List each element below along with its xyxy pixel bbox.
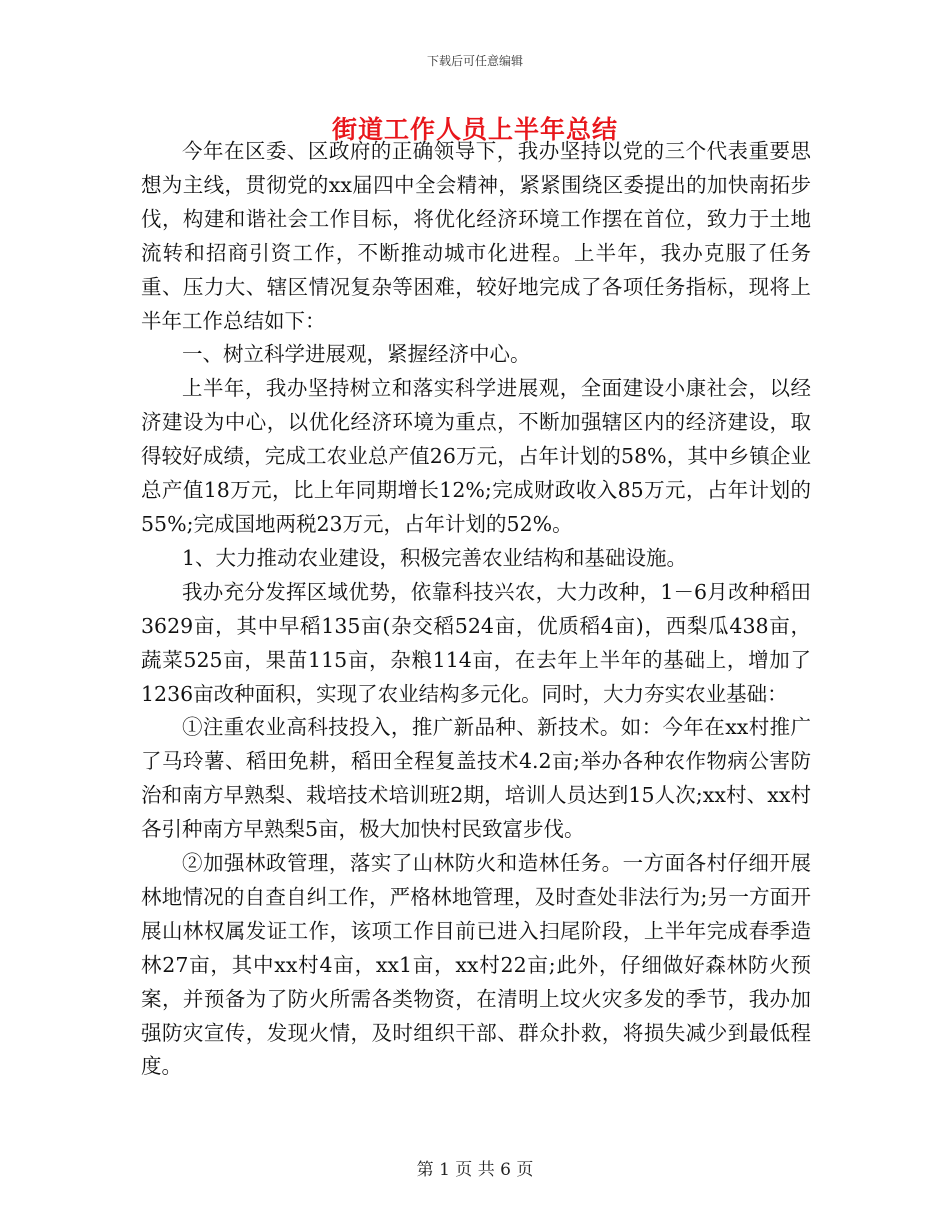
- header-note: 下载后可任意编辑: [426, 54, 523, 68]
- section-heading-1: 一、树立科学进展观，紧握经济中心。: [182, 342, 531, 367]
- subsection-heading-1: 1、大力推动农业建设，积极完善农业结构和基础设施。: [182, 545, 688, 570]
- document-title: 街道工作人员上半年总结: [331, 115, 618, 144]
- paragraph-agriculture: 我办充分发挥区域优势，依靠科技兴农，大力改种，1－6月改种稻田3629亩，其中早稻135亩(杂交稻524亩，优质稻4亩)，西梨瓜438亩，蔬菜525亩，果苗115亩，杂粮114亩，在去年上半年的基础上，增加了1236亩改种面积，实现了农业结构多元化。同时，大力夯实农业基础：: [141, 579, 811, 706]
- page-footer: 第 1 页 共 6 页: [416, 1160, 534, 1180]
- document-body: [141, 135, 811, 1084]
- paragraph-economy: 上半年，我办坚持树立和落实科学进展观，全面建设小康社会，以经济建设为中心，以优化经济环境为重点，不断加强辖区内的经济建设，取得较好成绩，完成工农业总产值26万元，占年计划的58%，其中乡镇企业总产值18万元，比上年同期增长12%;完成财政收入85万元，占年计划的55%;完成国地两税23万元，占年计划的52%。: [141, 376, 811, 536]
- paragraph-technology: ①注重农业高科技投入，推广新品种、新技术。如：今年在xx村推广了马玲薯、稻田免耕，稻田全程复盖技术4.2亩;举办各种农作物病公害防治和南方早熟梨、栽培技术培训班2期，培训人员达到15人次;xx村、xx村各引种南方早熟梨5亩，极大加快村民致富步伐。: [141, 715, 811, 842]
- paragraph-forestry: ②加强林政管理，落实了山林防火和造林任务。一方面各村仔细开展林地情况的自查自纠工作，严格林地管理，及时查处非法行为;另一方面开展山林权属发证工作，该项工作目前已进入扫尾阶段，上半年完成春季造林27亩，其中xx村4亩，xx1亩，xx村22亩;此外，仔细做好森林防火预案，并预备为了防火所需各类物资，在清明上坟火灾多发的季节，我办加强防灾宣传，发现火情，及时组织干部、群众扑救，将损失减少到最低程度。: [141, 851, 811, 1079]
- paragraph-intro: 今年在区委、区政府的正确领导下，我办坚持以党的三个代表重要思想为主线，贯彻党的xx届四中全会精神，紧紧围绕区委提出的加快南拓步伐，构建和谐社会工作目标，将优化经济环境工作摆在首位，致力于土地流转和招商引资工作，不断推动城市化进程。上半年，我办克服了任务重、压力大、辖区情况复杂等困难，较好地完成了各项任务指标，现将上半年工作总结如下：: [141, 139, 811, 333]
